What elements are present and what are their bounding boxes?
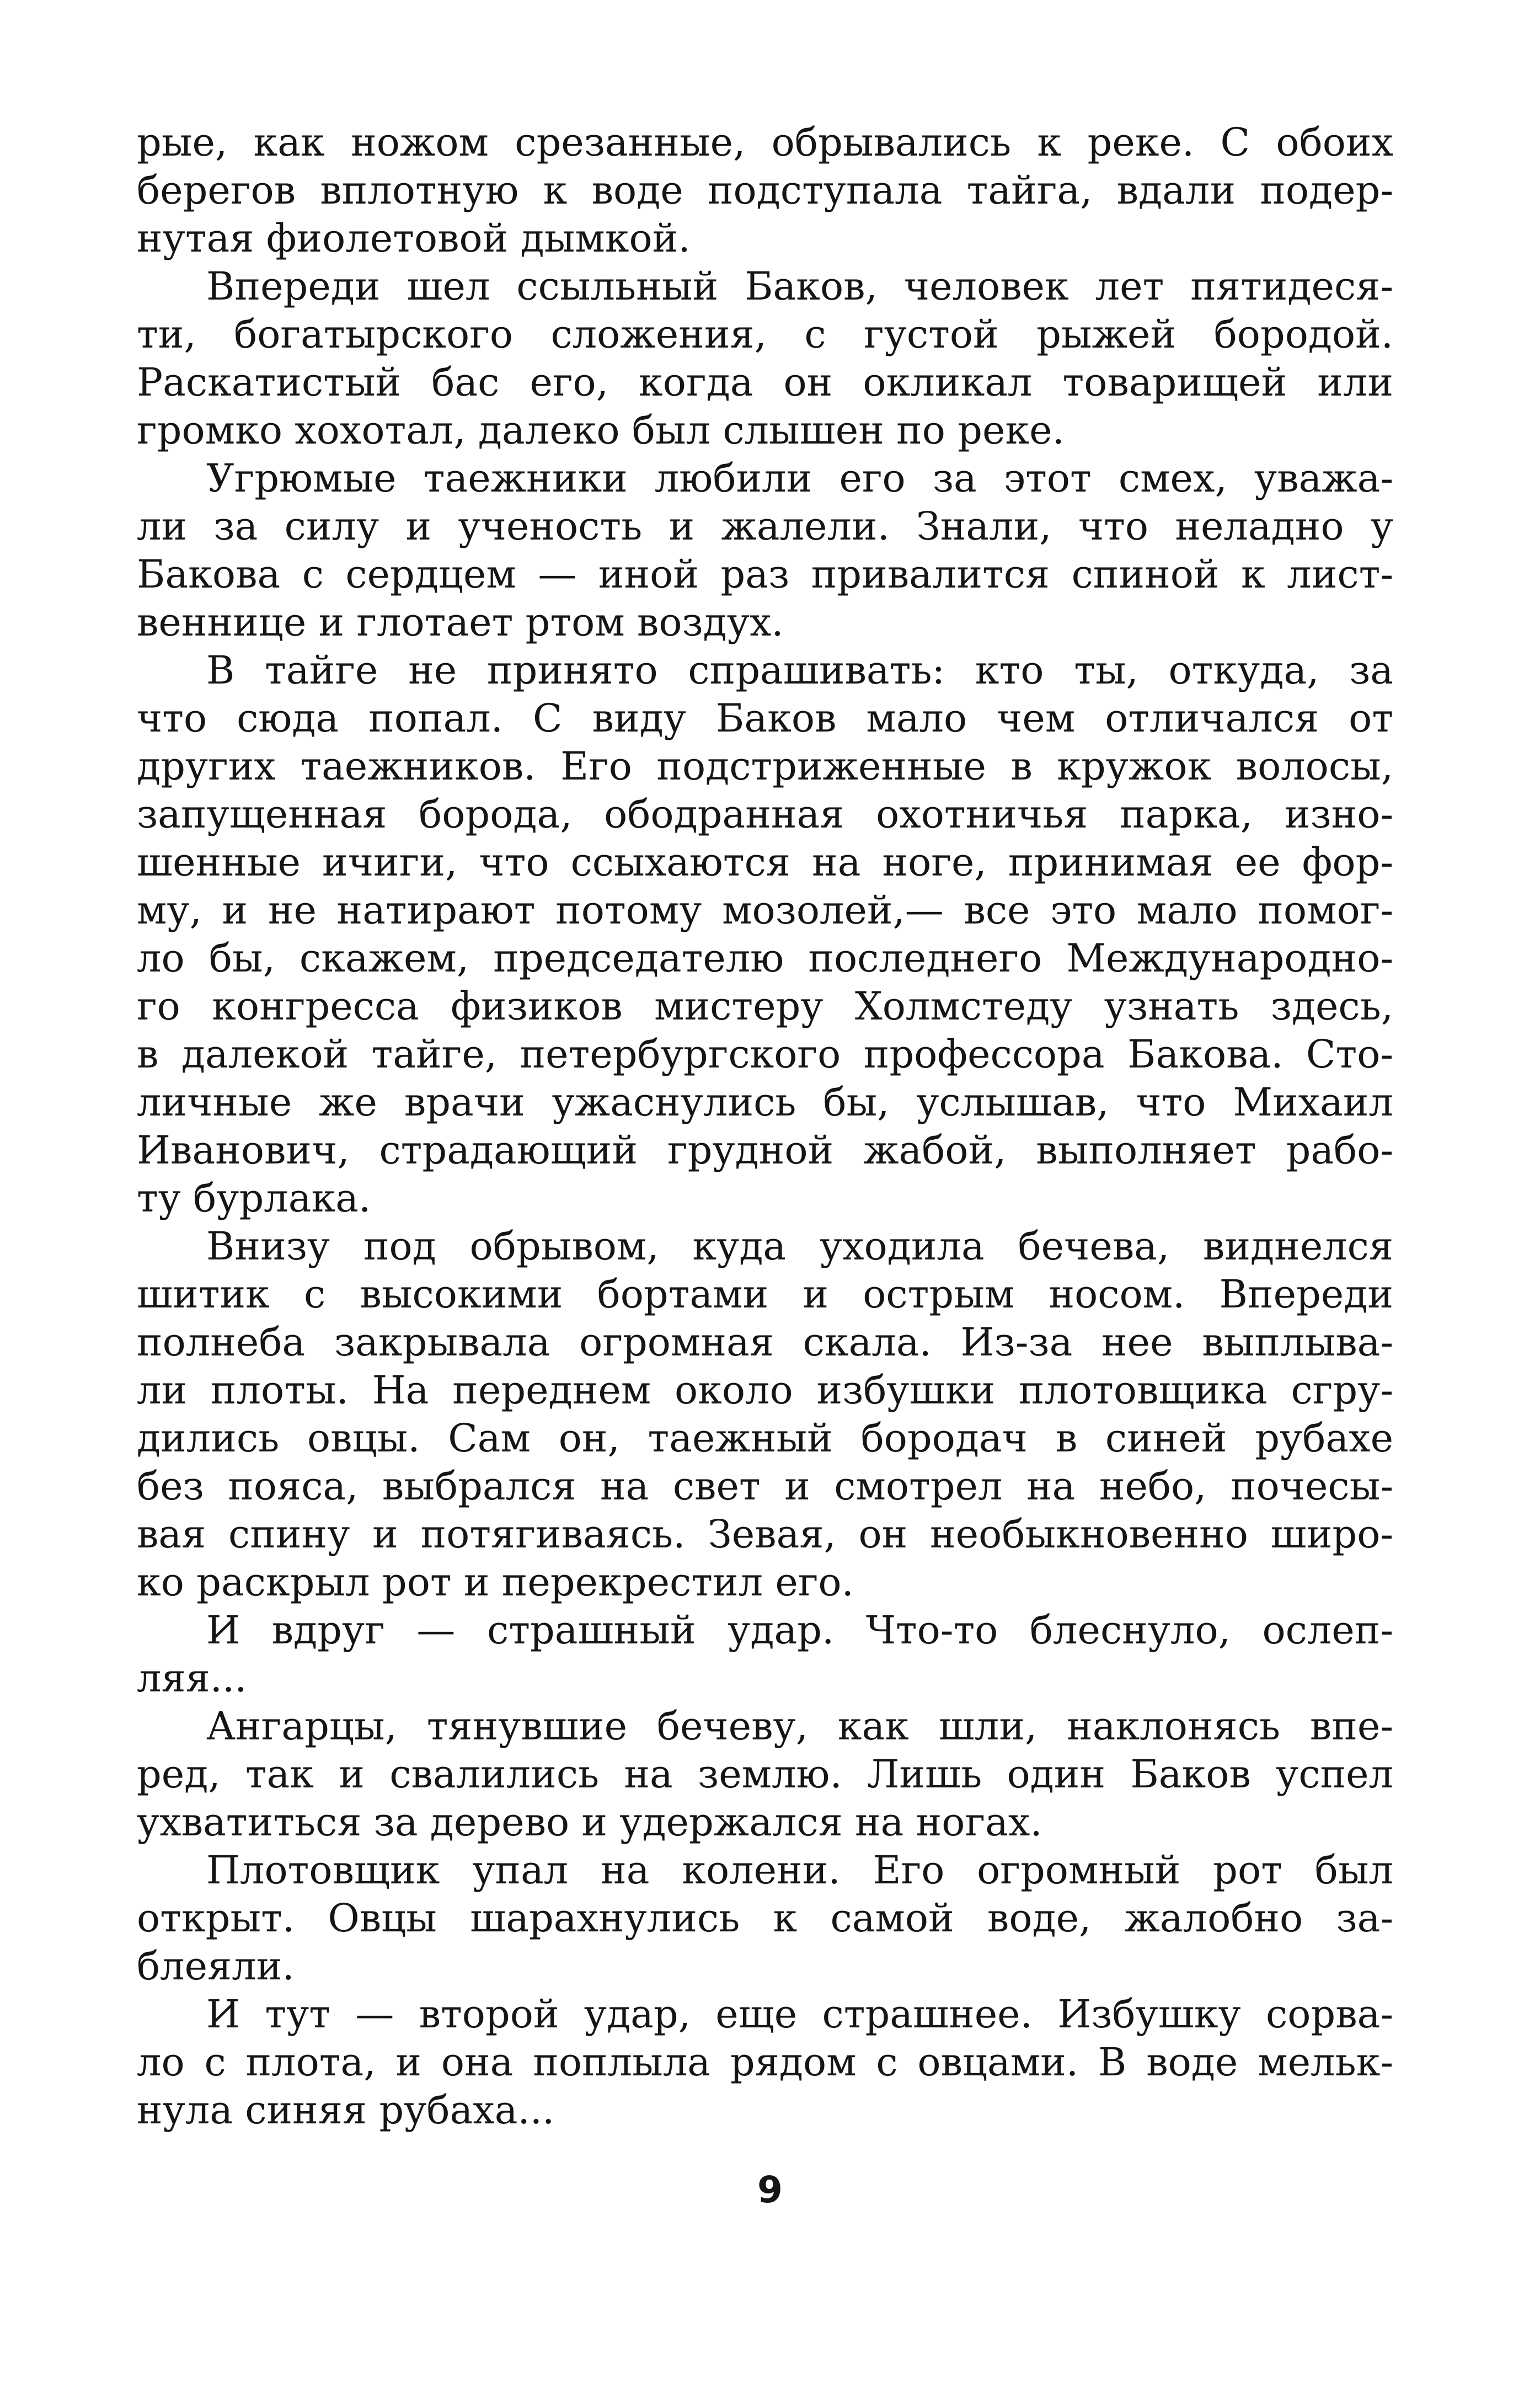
page-number: 9 xyxy=(757,2169,783,2211)
text-line: ляя... xyxy=(137,1656,247,1701)
text-line: И тут — второй удар, еще страшнее. Избушку сорва- xyxy=(206,1992,1393,2037)
text-line: ли плоты. На переднем около избушки плотовщика сгру- xyxy=(137,1368,1393,1413)
text-line: ли за силу и ученость и жалели. Знали, что неладно у xyxy=(137,504,1393,549)
text-line: громко хохотал, далеко был слышен по реке. xyxy=(137,408,1065,453)
text-line: му, и не натирают потому мозолей,— все это мало помог- xyxy=(137,888,1393,933)
text-line: личные же врачи ужаснулись бы, услышав, что Михаил xyxy=(137,1080,1393,1125)
text-line: ред, так и свалились на землю. Лишь один Баков успел xyxy=(137,1752,1393,1797)
text-line: вая спину и потягиваясь. Зевая, он необыкновенно широ- xyxy=(137,1512,1393,1557)
text-line: Внизу под обрывом, куда уходила бечева, виднелся xyxy=(206,1224,1393,1269)
text-line: шенные ичиги, что ссыхаются на ноге, принимая ее фор- xyxy=(137,840,1393,885)
text-line: Раскатистый бас его, когда он окликал товарищей или xyxy=(137,360,1393,405)
text-line: Угрюмые таежники любили его за этот смех, уважа- xyxy=(206,456,1393,501)
text-line: Плотовщик упал на колени. Его огромный рот был xyxy=(206,1848,1393,1893)
text-line: Ангарцы, тянувшие бечеву, как шли, наклонясь впе- xyxy=(206,1704,1393,1749)
body-text xyxy=(137,119,1393,2134)
text-line: блеяли. xyxy=(137,1944,295,1989)
text-line: ти, богатырского сложения, с густой рыжей бородой. xyxy=(137,312,1393,357)
text-line: берегов вплотную к воде подступала тайга, вдали подер- xyxy=(137,168,1393,213)
text-line: в далекой тайге, петербургского профессора Бакова. Сто- xyxy=(137,1032,1393,1077)
text-line: дились овцы. Сам он, таежный бородач в синей рубахе xyxy=(137,1416,1393,1461)
text-line: что сюда попал. С виду Баков мало чем отличался от xyxy=(137,696,1393,741)
text-line: веннице и глотает ртом воздух. xyxy=(137,600,784,645)
text-line: ко раскрыл рот и перекрестил его. xyxy=(137,1560,854,1605)
text-line: ухватиться за дерево и удержался на ногах. xyxy=(137,1800,1042,1845)
text-line: без пояса, выбрался на свет и смотрел на небо, почесы- xyxy=(137,1464,1393,1509)
text-line: других таежников. Его подстриженные в кружок волосы, xyxy=(137,744,1393,789)
text-line: рые, как ножом срезанные, обрывались к реке. С обоих xyxy=(137,120,1393,165)
text-line: запущенная борода, ободранная охотничья парка, изно- xyxy=(137,792,1393,837)
text-line: Бакова с сердцем — иной раз привалится спиной к лист- xyxy=(137,552,1393,597)
text-line: го конгресса физиков мистеру Холмстеду узнать здесь, xyxy=(137,984,1393,1029)
text-line: ло с плота, и она поплыла рядом с овцами. В воде мельк- xyxy=(137,2040,1393,2085)
text-line: ту бурлака. xyxy=(137,1176,371,1221)
text-line: шитик с высокими бортами и острым носом. Впереди xyxy=(137,1272,1393,1317)
text-line: Иванович, страдающий грудной жабой, выполняет рабо- xyxy=(137,1128,1393,1173)
text-line: нула синяя рубаха... xyxy=(137,2088,555,2133)
text-line: Впереди шел ссыльный Баков, человек лет пятидеся- xyxy=(206,264,1393,309)
text-line: нутая фиолетовой дымкой. xyxy=(137,216,691,261)
text-line: полнеба закрывала огромная скала. Из-за нее выплыва- xyxy=(137,1320,1393,1365)
text-line: В тайге не принято спрашивать: кто ты, откуда, за xyxy=(206,648,1393,693)
text-line: И вдруг — страшный удар. Что-то блеснуло, ослеп- xyxy=(206,1608,1393,1653)
text-line: открыт. Овцы шарахнулись к самой воде, жалобно за- xyxy=(137,1896,1393,1941)
text-line: ло бы, скажем, председателю последнего Международно- xyxy=(137,936,1393,981)
